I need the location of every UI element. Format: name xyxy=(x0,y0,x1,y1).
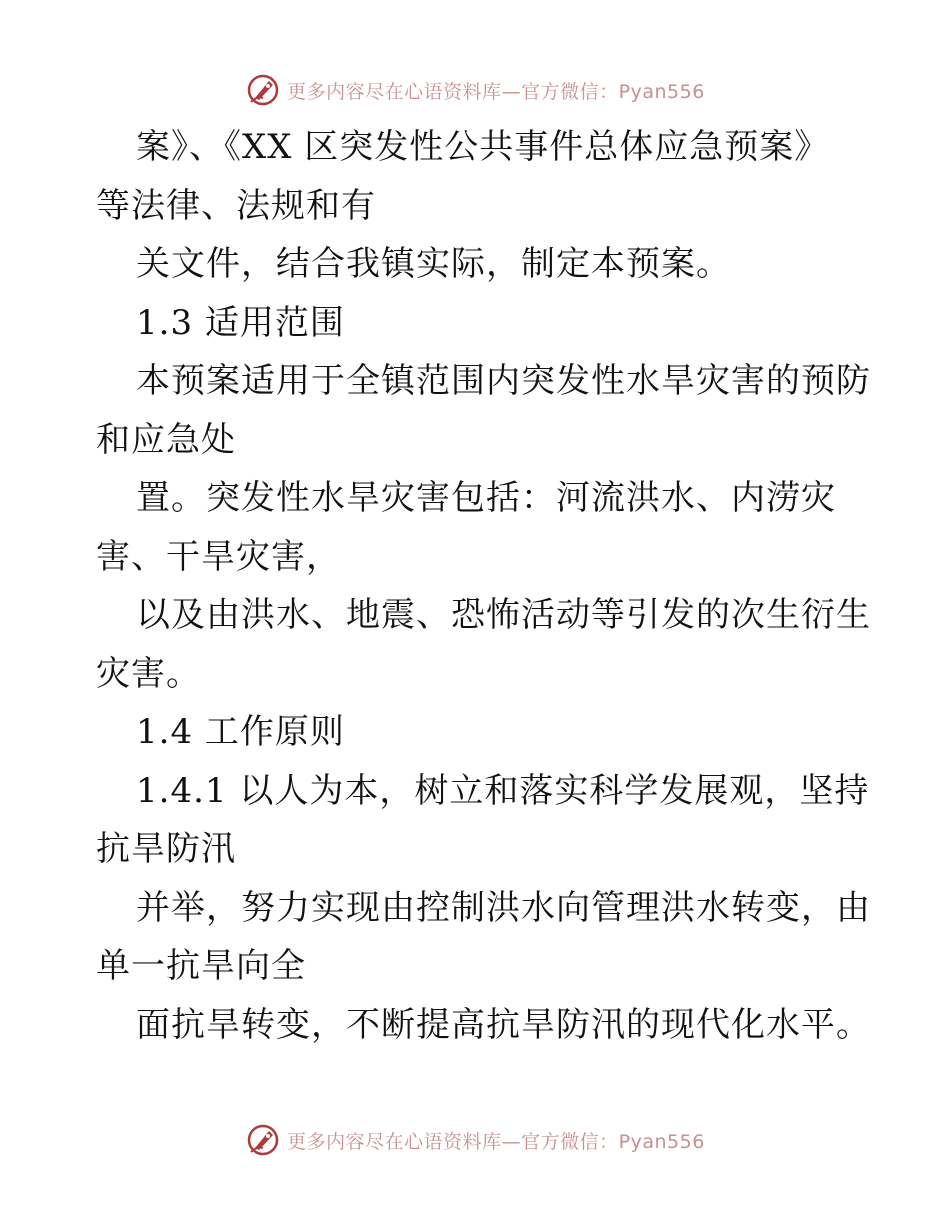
text-line: 害、干旱灾害， xyxy=(96,536,341,577)
text-line: 1.4 工作原则 xyxy=(136,712,345,752)
text-line: 本预案适用于全镇范围内突发性水旱灾害的预防 xyxy=(136,361,871,401)
text-line: 1.4.1 以人为本，树立和落实科学发展观，坚持 xyxy=(136,770,870,811)
text-line: 面抗旱转变，不断提高抗旱防汛的现代化水平。 xyxy=(136,1004,871,1045)
text-line: 抗旱防汛 xyxy=(96,829,236,869)
pen-nib-circle-icon xyxy=(245,72,281,108)
text-line: 1.3 适用范围 xyxy=(136,302,345,343)
text-line: 等法律、法规和有 xyxy=(96,185,376,226)
pen-nib-circle-icon xyxy=(245,1122,281,1158)
footer-banner xyxy=(0,1120,950,1160)
text-line: 灾害。 xyxy=(96,653,201,694)
document-body xyxy=(96,118,871,1054)
text-line: 单一抗旱向全 xyxy=(96,946,306,986)
text-line: 并举，努力实现由控制洪水向管理洪水转变，由 xyxy=(136,887,871,928)
header-banner xyxy=(0,70,950,110)
text-line: 案》、《XX 区突发性公共事件总体应急预案》 xyxy=(136,127,830,167)
text-line: 置。突发性水旱灾害包括：河流洪水、内涝灾 xyxy=(136,478,836,518)
text-line: 以及由洪水、地震、恐怖活动等引发的次生衍生 xyxy=(136,595,871,635)
text-line: 和应急处 xyxy=(96,419,236,460)
header-banner-text: 更多内容尽在心语资料库—官方微信：Pyan556 xyxy=(287,80,705,103)
footer-banner-text: 更多内容尽在心语资料库—官方微信：Pyan556 xyxy=(287,1130,705,1153)
text-line: 关文件，结合我镇实际，制定本预案。 xyxy=(136,244,731,284)
